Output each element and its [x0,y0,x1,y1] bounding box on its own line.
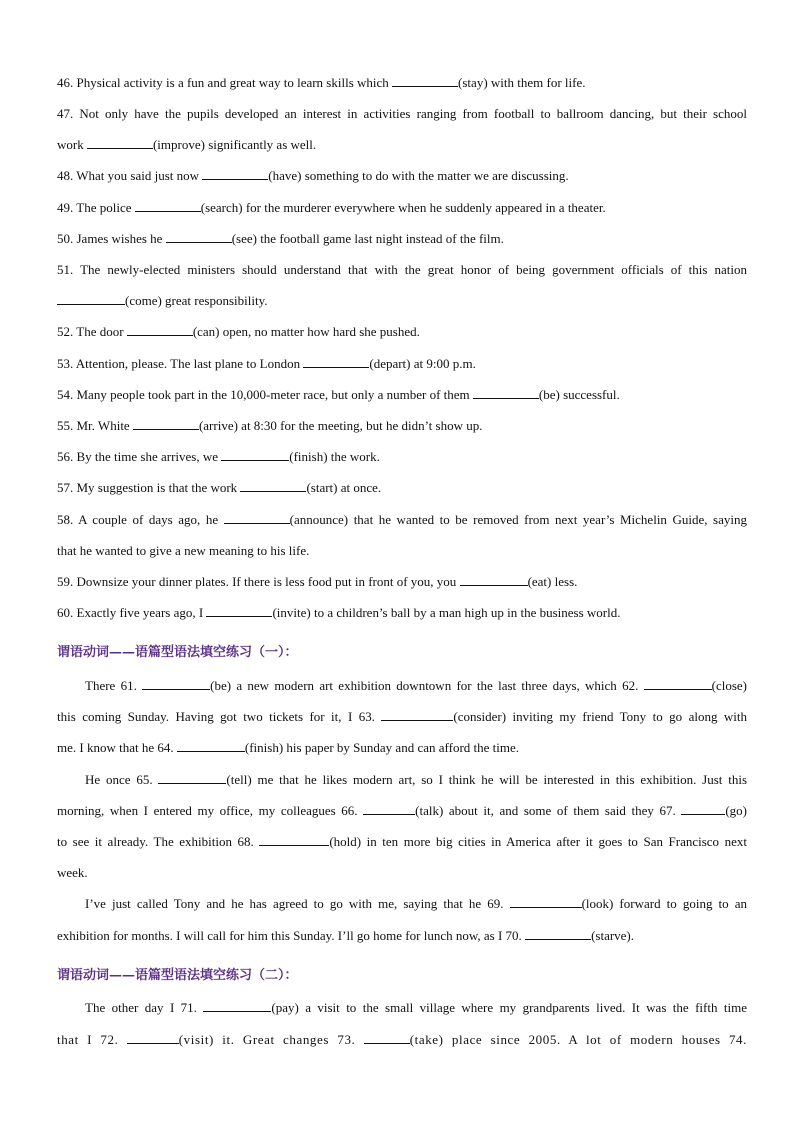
question-50: 50. James wishes he (see) the football game last night instead of the film. [57,231,504,246]
passage-2-line: that I 72. (visit) it. Great changes 73. (take) place since 2005. A lot of modern houses 74. [57,1032,747,1047]
passage-1-line: me. I know that he 64. (finish) his paper by Sunday and can afford the time. [57,740,520,755]
answer-blank[interactable] [142,677,210,690]
passage-1-line: to see it already. The exhibition 68. (hold) in ten more big cities in America after it goes to San Francisco next [57,834,747,849]
passage-1-line: morning, when I entered my office, my colleagues 66. (talk) about it, and some of them said they 67. (go) [57,803,747,818]
question-55: 55. Mr. White (arrive) at 8:30 for the meeting, but he didn’t show up. [57,418,483,433]
answer-blank[interactable] [240,479,306,492]
answer-blank[interactable] [203,999,271,1012]
question-48: 48. What you said just now (have) something to do with the matter we are discussing. [57,168,569,183]
passage-2-line: The other day I 71. (pay) a visit to the small village where my grandparents lived. It was the fifth time [85,1000,747,1015]
answer-blank[interactable] [127,1031,179,1044]
question-47-line1: 47. Not only have the pupils developed an interest in activities ranging from football to ballroom dancing, but their school [57,106,747,121]
answer-blank[interactable] [158,771,226,784]
question-57: 57. My suggestion is that the work (start) at once. [57,480,382,495]
answer-blank[interactable] [392,74,458,87]
answer-blank[interactable] [57,292,125,305]
question-59: 59. Downsize your dinner plates. If there is less food put in front of you, you (eat) less. [57,574,578,589]
answer-blank[interactable] [202,167,268,180]
answer-blank[interactable] [525,927,591,940]
answer-blank[interactable] [381,708,453,721]
question-60: 60. Exactly five years ago, I (invite) to a children’s ball by a man high up in the business world. [57,605,621,620]
answer-blank[interactable] [259,833,329,846]
answer-blank[interactable] [177,739,245,752]
answer-blank[interactable] [510,895,582,908]
passage-1-line: this coming Sunday. Having got two tickets for it, I 63. (consider) inviting my friend Tony to go along with [57,709,747,724]
question-47-line2: work (improve) significantly as well. [57,137,317,152]
answer-blank[interactable] [644,677,712,690]
question-49: 49. The police (search) for the murderer everywhere when he suddenly appeared in a theater. [57,200,606,215]
answer-blank[interactable] [87,136,153,149]
question-52: 52. The door (can) open, no matter how hard she pushed. [57,324,420,339]
answer-blank[interactable] [135,199,201,212]
section-2-heading: 谓语动词——语篇型语法填空练习（二）： [57,968,298,983]
answer-blank[interactable] [224,511,290,524]
answer-blank[interactable] [364,1031,410,1044]
question-56: 56. By the time she arrives, we (finish) the work. [57,449,380,464]
answer-blank[interactable] [221,448,289,461]
answer-blank[interactable] [460,573,528,586]
passage-1-line: I’ve just called Tony and he has agreed to go with me, saying that he 69. (look) forward to going to an [85,896,747,911]
passage-1-line: week. [57,865,88,880]
answer-blank[interactable] [303,355,369,368]
question-51-line2: (come) great responsibility. [57,292,747,310]
passage-1-line: He once 65. (tell) me that he likes modern art, so I think he will be interested in this exhibition. Just this [85,772,748,787]
answer-blank[interactable] [363,802,415,815]
question-53: 53. Attention, please. The last plane to London (depart) at 9:00 p.m. [57,356,476,371]
question-51-line1: 51. The newly-elected ministers should understand that with the great honor of being government officials of this nation [57,262,747,277]
answer-blank[interactable] [166,230,232,243]
answer-blank[interactable] [473,386,539,399]
question-58-line1: 58. A couple of days ago, he (announce) that he wanted to be removed from next year’s Michelin Guide, saying [57,512,747,527]
passage-1-line: exhibition for months. I will call for him this Sunday. I’ll go home for lunch now, as I 70. (starve). [57,928,635,943]
question-58-line2: that he wanted to give a new meaning to his life. [57,543,310,558]
answer-blank[interactable] [127,323,193,336]
answer-blank[interactable] [206,604,272,617]
question-54: 54. Many people took part in the 10,000-meter race, but only a number of them (be) successful. [57,387,620,402]
passage-1-line: There 61. (be) a new modern art exhibition downtown for the last three days, which 62. (close) [85,678,747,693]
answer-blank[interactable] [133,417,199,430]
section-1-heading: 谓语动词——语篇型语法填空练习（一）： [57,645,298,660]
answer-blank[interactable] [681,802,725,815]
question-46: 46. Physical activity is a fun and great way to learn skills which (stay) with them for life. [57,75,586,90]
